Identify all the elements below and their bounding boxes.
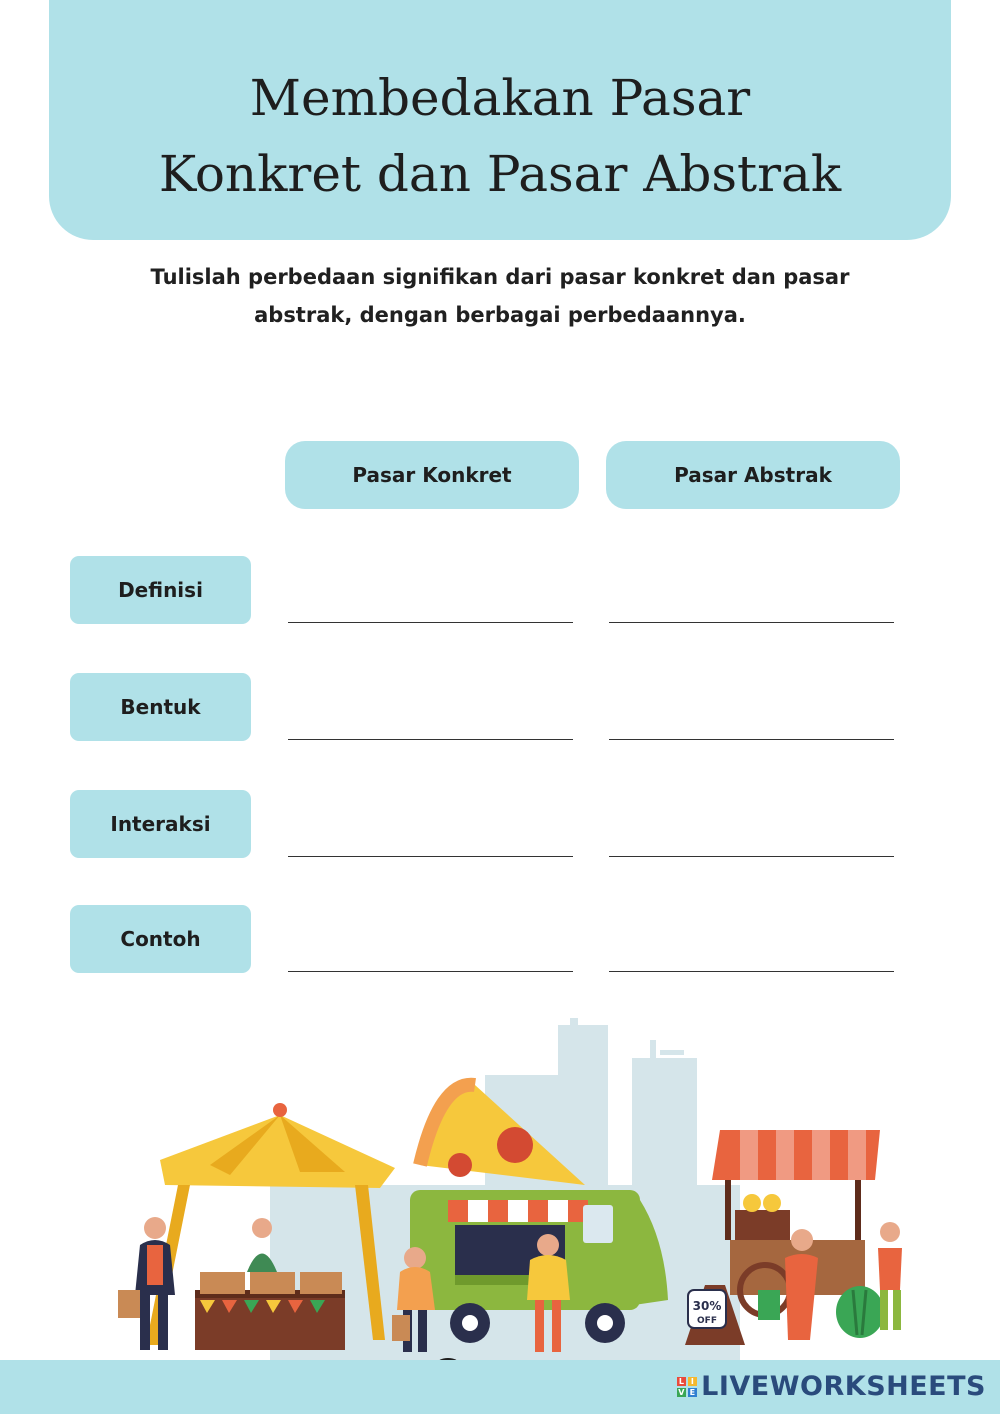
answer-line-definisi-abstrak[interactable]: [609, 622, 894, 623]
liveworksheets-logo[interactable]: [677, 1371, 986, 1402]
market-illustration: [0, 1010, 1000, 1414]
instruction-line-2: abstrak, dengan berbagai perbedaannya.: [254, 303, 746, 327]
person-left: [118, 1217, 175, 1350]
instruction-text: [100, 258, 900, 334]
title-line-1: Membedakan Pasar: [249, 69, 751, 127]
instruction-line-1: Tulislah perbedaan signifikan dari pasar konkret dan pasar: [150, 265, 850, 289]
answer-line-bentuk-abstrak[interactable]: [609, 739, 894, 740]
column-header-pasar-abstrak: Pasar Abstrak: [606, 441, 900, 509]
row-label-definisi: Definisi: [70, 556, 251, 624]
answer-line-contoh-abstrak[interactable]: [609, 971, 894, 972]
answer-line-bentuk-konkret[interactable]: [288, 739, 573, 740]
answer-line-interaksi-konkret[interactable]: [288, 856, 573, 857]
sale-sign-percent: 30%: [692, 1299, 722, 1313]
brand-name: LIVEWORKSHEETS: [701, 1371, 986, 1402]
column-header-pasar-konkret: Pasar Konkret: [285, 441, 579, 509]
brand-mark-icon: L I V E: [678, 1376, 696, 1397]
sale-sign-off: OFF: [697, 1316, 717, 1326]
title-line-2: Konkret dan Pasar Abstrak: [158, 145, 842, 203]
page-title: [49, 60, 951, 212]
answer-line-contoh-konkret[interactable]: [288, 971, 573, 972]
answer-line-definisi-konkret[interactable]: [288, 622, 573, 623]
row-label-interaksi: Interaksi: [70, 790, 251, 858]
row-label-contoh: Contoh: [70, 905, 251, 973]
answer-line-interaksi-abstrak[interactable]: [609, 856, 894, 857]
row-label-bentuk: Bentuk: [70, 673, 251, 741]
